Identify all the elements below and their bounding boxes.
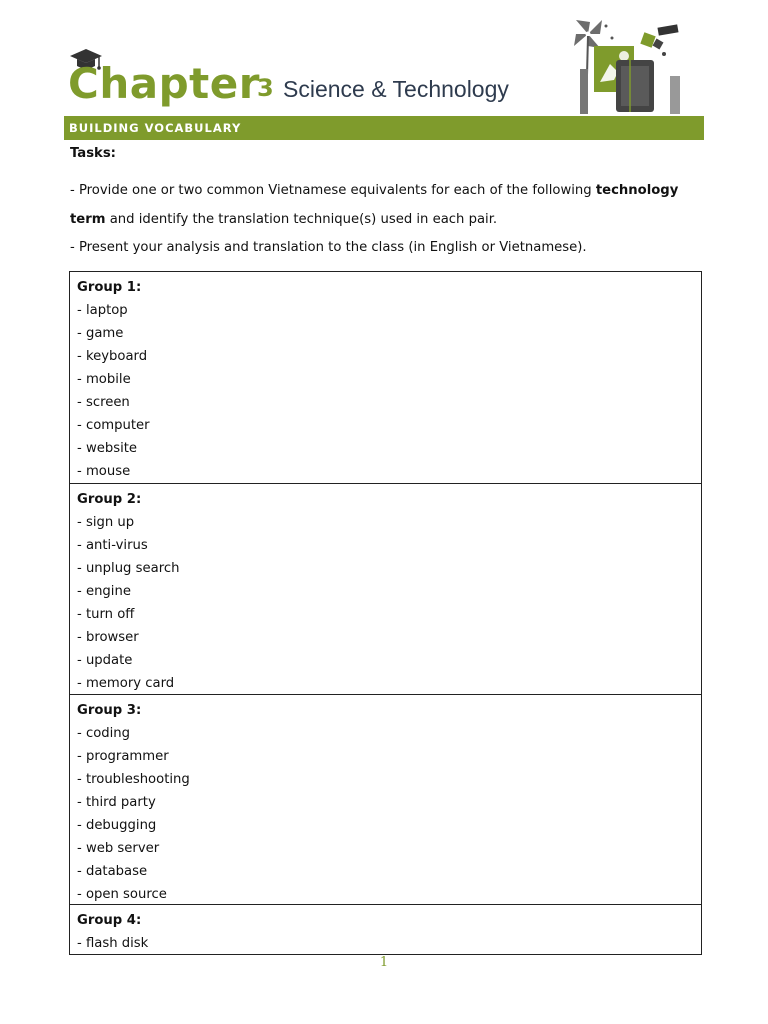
chapter-number: 3 bbox=[257, 74, 274, 102]
term-item: - flash disk bbox=[77, 936, 149, 951]
task-instruction-2: - Present your analysis and translation to the class (in English or Vietnamese). bbox=[70, 240, 587, 255]
term-item: - website bbox=[77, 441, 138, 456]
vocabulary-groups-table bbox=[69, 271, 702, 955]
group-title: Group 4: bbox=[77, 913, 142, 928]
chapter-title: Science & Technology bbox=[283, 76, 509, 102]
chapter-word: Chapter bbox=[68, 59, 260, 108]
term-item: - mouse bbox=[77, 464, 131, 479]
science-technology-illustration bbox=[566, 14, 690, 116]
term-item: - anti-virus bbox=[77, 538, 148, 553]
group-title: Group 2: bbox=[77, 492, 142, 507]
group-2 bbox=[70, 483, 701, 694]
term-item: - update bbox=[77, 653, 133, 668]
building-vocabulary-banner bbox=[64, 116, 704, 140]
term-item: - open source bbox=[77, 887, 167, 902]
tasks-label: Tasks: bbox=[70, 146, 116, 161]
chapter-header bbox=[0, 0, 768, 116]
task-instruction-1-end: and identify the translation technique(s) used in each pair. bbox=[105, 212, 498, 227]
term-item: - troubleshooting bbox=[77, 772, 190, 787]
task-instruction-1-bold: technology term bbox=[70, 183, 679, 227]
page-number: 1 bbox=[379, 955, 389, 970]
term-item: - turn off bbox=[77, 607, 135, 622]
term-item: - third party bbox=[77, 795, 156, 810]
group-1 bbox=[70, 272, 701, 483]
term-item: - unplug search bbox=[77, 561, 180, 576]
task-instruction-1-start: - Provide one or two common Vietnamese equivalents for each of the following bbox=[70, 183, 596, 198]
term-item: - keyboard bbox=[77, 349, 148, 364]
term-item: - memory card bbox=[77, 676, 175, 691]
term-item: - debugging bbox=[77, 818, 157, 833]
term-item: - sign up bbox=[77, 515, 135, 530]
term-item: - coding bbox=[77, 726, 131, 741]
term-item: - web server bbox=[77, 841, 160, 856]
term-item: - computer bbox=[77, 418, 150, 433]
term-item: - engine bbox=[77, 584, 131, 599]
task-instruction-1 bbox=[70, 176, 706, 234]
banner-label: BUILDING VOCABULARY bbox=[69, 121, 242, 135]
term-item: - screen bbox=[77, 395, 130, 410]
group-4 bbox=[70, 904, 701, 954]
term-item: - database bbox=[77, 864, 148, 879]
term-item: - browser bbox=[77, 630, 139, 645]
group-title: Group 1: bbox=[77, 280, 142, 295]
term-item: - programmer bbox=[77, 749, 169, 764]
term-item: - mobile bbox=[77, 372, 131, 387]
group-3 bbox=[70, 694, 701, 904]
group-title: Group 3: bbox=[77, 703, 142, 718]
term-item: - game bbox=[77, 326, 124, 341]
term-item: - laptop bbox=[77, 303, 128, 318]
